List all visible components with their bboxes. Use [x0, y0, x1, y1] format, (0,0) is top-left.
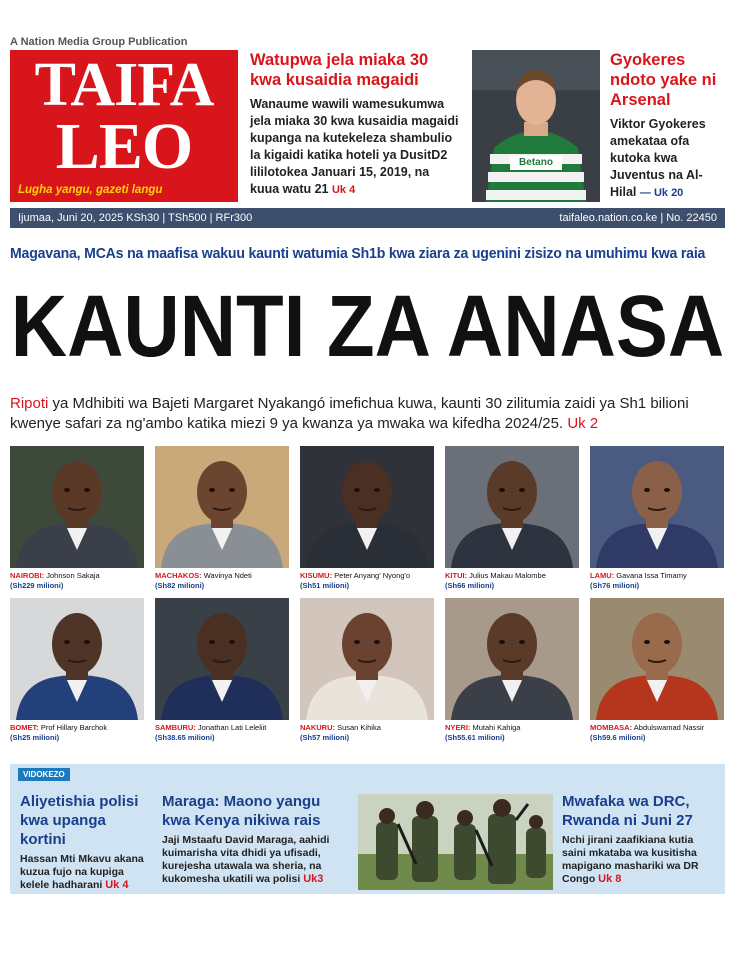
governor-photo	[590, 598, 724, 720]
governor-card[interactable]	[445, 598, 579, 743]
logo-line-leo: LEO	[55, 110, 193, 183]
governor-name: Wavinya Ndeti	[201, 571, 252, 580]
governor-card[interactable]	[445, 446, 579, 591]
governor-name: Julius Makau Malombe	[467, 571, 546, 580]
governor-caption	[10, 571, 144, 591]
footballer-photo	[472, 50, 600, 202]
governor-photo	[10, 446, 144, 568]
county-name: BOMET:	[10, 723, 39, 732]
county-name: SAMBURU:	[155, 723, 196, 732]
brief-story[interactable]	[20, 792, 152, 892]
county-name: NAIROBI:	[10, 571, 45, 580]
county-name: NAKURU:	[300, 723, 335, 732]
masthead-slogan: Lugha yangu, gazeti langu	[18, 184, 163, 196]
brief-story[interactable]	[562, 792, 720, 886]
governor-caption	[445, 723, 579, 743]
governor-card[interactable]	[590, 446, 724, 591]
governor-photo	[445, 446, 579, 568]
teaser-headline: Gyokeres ndoto yake ni Arsenal	[610, 51, 717, 109]
brief-headline: Maraga: Maono yangu kwa Kenya nikiwa rais	[162, 793, 321, 829]
governor-caption	[300, 571, 434, 591]
governor-name: Jonathan Lati Leleliit	[195, 723, 267, 732]
spending-amount: (Sh82 milioni)	[155, 581, 205, 590]
brief-body: Nchi jirani zaafikiana kutia saini mkataba wa kusitisha mapigano mashariki wa DR Congo Uk 8	[562, 834, 699, 885]
governor-photo	[300, 446, 434, 568]
governor-card[interactable]	[300, 598, 434, 743]
brief-headline: Aliyetishia polisi kwa upanga kortini	[20, 793, 139, 848]
publication-line: A Nation Media Group Publication	[10, 36, 188, 48]
spending-amount: (Sh25 milioni)	[10, 733, 60, 742]
governor-name: Susan Kihika	[335, 723, 381, 732]
teaser-gyokeres[interactable]	[610, 50, 728, 202]
governor-card[interactable]	[590, 598, 724, 743]
spending-amount: (Sh55.61 milioni)	[445, 733, 505, 742]
governor-name: Gavana Issa Timamy	[614, 571, 687, 580]
governor-caption	[10, 723, 144, 743]
page-ref: Uk 4	[331, 184, 356, 196]
headline-deck	[10, 394, 725, 434]
shirt-sponsor: Betano	[519, 157, 553, 168]
teaser-body: Wanaume wawili wamesukumwa jela miaka 30 kwa kusaidia magaidi kupanga na kutekeleza shambulio la kigaidi katika hoteli ya DusitD2 lililotokea Januari 15, 2019, na kuua watu 21 Uk 4	[250, 97, 459, 196]
vidokezo-tag: VIDOKEZO	[18, 768, 70, 781]
soldiers-photo	[358, 794, 553, 890]
teaser-body: Viktor Gyokeres amekataa ofa kutoka kwa Juventus na Al-Hilal — Uk 20	[610, 117, 706, 199]
teaser-headline: Watupwa jela miaka 30 kwa kusaidia magaidi	[250, 51, 429, 89]
vidokezo-section	[10, 764, 725, 894]
brief-body: Hassan Mti Mkavu akana kuzua fujo na kupiga kelele hadharani Uk 4	[20, 853, 144, 891]
county-name: LAMU:	[590, 571, 615, 580]
governor-photo	[300, 598, 434, 720]
spending-amount: (Sh229 milioni)	[10, 581, 64, 590]
brief-story[interactable]	[162, 792, 348, 886]
governor-caption	[300, 723, 434, 743]
teaser-terror-sentence[interactable]	[250, 50, 460, 199]
governor-name: Johnson Sakaja	[44, 571, 100, 580]
governor-caption	[445, 571, 579, 591]
governor-photo	[155, 598, 289, 720]
governor-caption	[155, 723, 289, 743]
brief-body: Jaji Mstaafu David Maraga, aahidi kuimarisha vita dhidi ya ufisadi, kurejesha utawala wa sheria, na kukomesha ukatili wa polisi Uk3	[162, 834, 330, 885]
kicker-line: Magavana, MCAs na maafisa wakuu kaunti watumia Sh1b kwa ziara za ugenini zisizo na umuhimu kwa raia	[10, 245, 706, 262]
website-issue-number: taifaleo.nation.co.ke | No. 22450	[559, 212, 717, 224]
brief-headline: Mwafaka wa DRC, Rwanda ni Juni 27	[562, 793, 693, 829]
governor-photo	[155, 446, 289, 568]
main-headline: KAUNTI ZA ANASA	[10, 276, 725, 376]
county-name: NYERI:	[445, 723, 471, 732]
governor-name: Mutahi Kahiga	[470, 723, 521, 732]
spending-amount: (Sh57 milioni)	[300, 733, 350, 742]
governor-caption	[155, 571, 289, 591]
governor-name: Peter Anyang' Nyong'o	[332, 571, 411, 580]
governor-name: Abdulswamad Nassir	[632, 723, 705, 732]
county-name: KISUMU:	[300, 571, 333, 580]
governor-name: Prof Hillary Barchok	[38, 723, 108, 732]
issue-date-price: Ijumaa, Juni 20, 2025 KSh30 | TSh500 | RFr300	[18, 212, 253, 224]
governor-caption	[590, 571, 724, 591]
masthead-logo	[10, 50, 238, 202]
spending-amount: (Sh66 milioni)	[445, 581, 495, 590]
county-name: MACHAKOS:	[155, 571, 202, 580]
logo-line-taifa: TAIFA	[34, 51, 214, 119]
governor-photo	[445, 598, 579, 720]
county-name: MOMBASA:	[590, 723, 633, 732]
governor-card[interactable]	[300, 446, 434, 591]
governor-photo	[590, 446, 724, 568]
spending-amount: (Sh38.65 milioni)	[155, 733, 215, 742]
spending-amount: (Sh76 milioni)	[590, 581, 640, 590]
governor-caption	[590, 723, 724, 743]
governor-card[interactable]	[155, 598, 289, 743]
governor-card[interactable]	[155, 446, 289, 591]
governor-photo	[10, 598, 144, 720]
governor-card[interactable]	[10, 446, 144, 591]
governor-card[interactable]	[10, 598, 144, 743]
deck-lead: Ripoti	[10, 395, 49, 412]
page-ref: — Uk 20	[639, 187, 684, 199]
spending-amount: (Sh59.6 milioni)	[590, 733, 646, 742]
dateline-bar	[10, 208, 725, 228]
deck-text: ya Mdhibiti wa Bajeti Margaret Nyakangó imefichua kuwa, kaunti 30 zilitumia zaidi ya Sh1 bilioni kwenye safari za ng'ambo katika miezi 9 ya kwanza ya mwaka wa kifedha 2024/25.	[10, 395, 689, 432]
page-ref: Uk 2	[567, 415, 599, 432]
county-name: KITUI:	[445, 571, 468, 580]
spending-amount: (Sh51 milioni)	[300, 581, 350, 590]
